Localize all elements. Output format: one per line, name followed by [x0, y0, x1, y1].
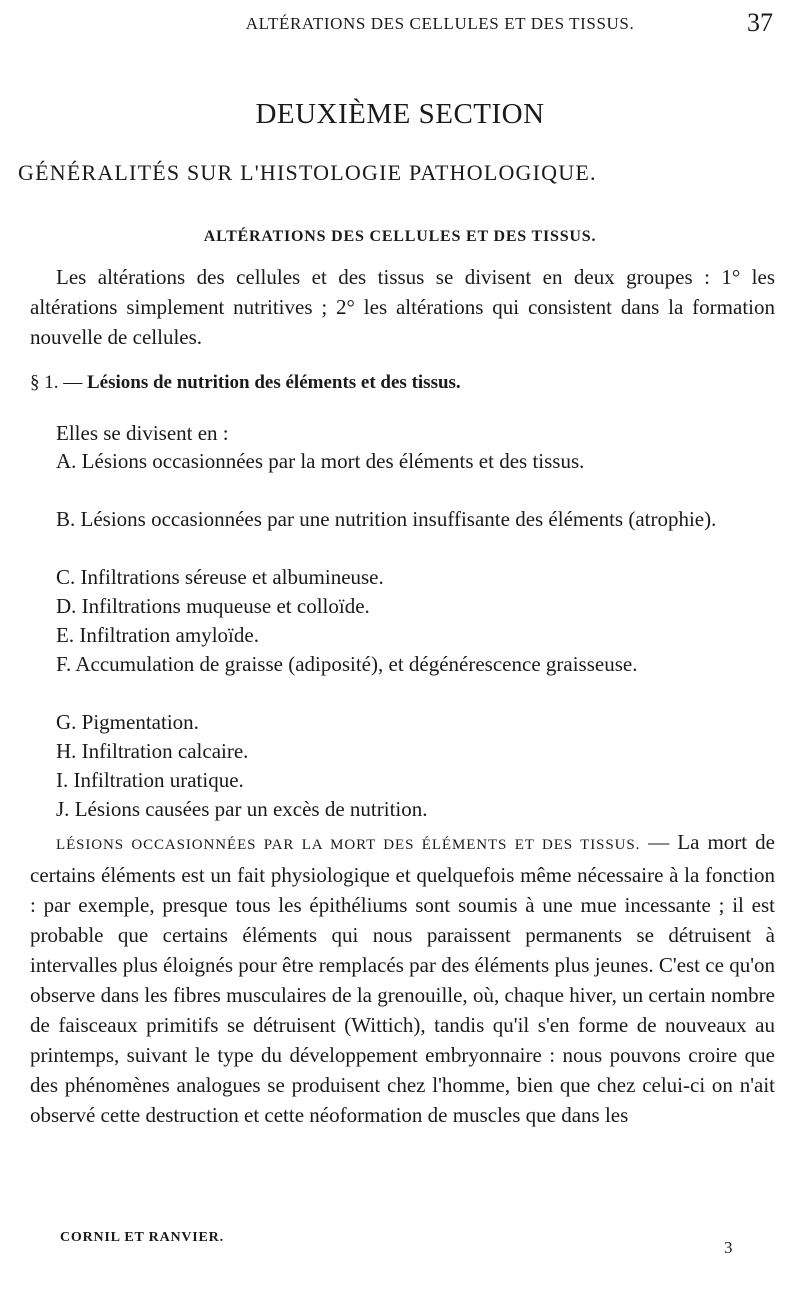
list-item — [30, 620, 775, 650]
list-item-letter: G. — [56, 710, 82, 734]
section-number: § 1. — — [30, 372, 83, 393]
divide-intro: Elles se divisent en : — [56, 421, 229, 445]
list-item — [30, 765, 775, 795]
body-lead-caps: LÉSIONS OCCASIONNÉES PAR LA MORT DES ÉLÉMENTS ET DES TISSUS. — [56, 837, 641, 853]
chapter-heading: ALTÉRATIONS DES CELLULES ET DES TISSUS. — [203, 228, 597, 245]
list-item-text: Lésions occasionnées par la mort des éléments et des tissus. — [81, 449, 585, 473]
body-paragraph — [30, 827, 775, 1130]
running-header: ALTÉRATIONS DES CELLULES ET DES TISSUS. — [245, 14, 635, 33]
sheet-number: 3 — [724, 1238, 733, 1257]
intro-paragraph: Les altérations des cellules et des tissus se divisent en deux groupes : 1° les altérations simplement nutritives ; 2° les altérations qui consistent dans la formation nouvelle de cellules. — [30, 265, 775, 349]
list-item — [30, 794, 775, 824]
list-item-letter: B. — [56, 507, 81, 531]
list-item-letter: C. — [56, 565, 81, 589]
list-item — [30, 446, 775, 476]
list-item-letter: F. — [56, 652, 76, 676]
list-item-letter: J. — [56, 797, 75, 821]
section-title-text: Lésions de nutrition des éléments et des tissus. — [87, 372, 461, 393]
subtitle: GÉNÉRALITÉS SUR L'HISTOLOGIE PATHOLOGIQUE. — [18, 160, 597, 185]
list-item — [30, 504, 775, 534]
list-item-text: Infiltration uratique. — [73, 768, 244, 792]
list-item-text: Accumulation de graisse (adiposité), et dégénérescence graisseuse. — [75, 652, 638, 676]
list-item — [30, 562, 775, 592]
printer-signature: CORNIL ET RANVIER. — [60, 1230, 224, 1245]
list-item-letter: D. — [56, 594, 82, 618]
body-text: — La mort de certains éléments est un fait physiologique et quelquefois même nécessaire à la fonction : par exemple, presque tous les épithéliums sont soumis à une mue incessante ; il est probable que certains éléments qui nous paraissent permanents se détruisent à intervalles plus éloignés pour être remplacés par des éléments plus jeunes. C'est ce qu'on observe dans les fibres musculaires de la grenouille, où, chaque hiver, un certain nombre de faisceaux primitifs se détruisent (Wittich), tandis qu'il s'en forme de nouveaux au printemps, suivant le type du développement embryonnaire : nous pouvons croire que des phénomènes analogues se produisent chez l'homme, bien que chez celui-ci on n'ait observé cette destruction et cette néoformation de muscles que dans les — [30, 830, 775, 1127]
list-item-letter: E. — [56, 623, 80, 647]
page-number: 37 — [747, 8, 773, 37]
section-title: DEUXIÈME SECTION — [255, 98, 545, 130]
list-item — [30, 591, 775, 621]
list-item-letter: A. — [56, 449, 82, 473]
list-item-text: Infiltration amyloïde. — [79, 623, 259, 647]
list-item-text: Lésions occasionnées par une nutrition insuffisante des éléments (atrophie). — [80, 507, 717, 531]
list-item-text: Infiltrations séreuse et albumineuse. — [80, 565, 384, 589]
section-heading — [30, 372, 770, 394]
list-item-text: Pigmentation. — [81, 710, 199, 734]
list-item — [30, 736, 775, 766]
list-item — [30, 707, 775, 737]
list-item-text: Infiltration calcaire. — [81, 739, 249, 763]
list-item-text: Lésions causées par un excès de nutrition. — [74, 797, 428, 821]
list-item-letter: H. — [56, 739, 82, 763]
list-item-letter: I. — [56, 768, 74, 792]
list-item — [30, 649, 775, 679]
list-item-text: Infiltrations muqueuse et colloïde. — [81, 594, 370, 618]
